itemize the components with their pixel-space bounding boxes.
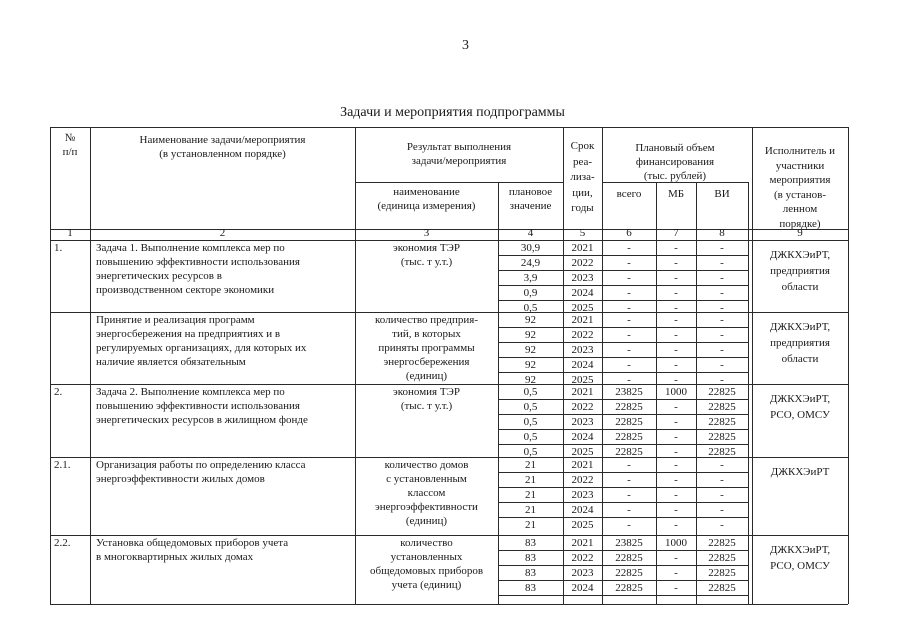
funding-mb: - — [674, 329, 678, 341]
planned-value: 21 — [525, 474, 536, 486]
indicator-name: установленных — [390, 551, 463, 563]
header-result: задачи/мероприятия — [411, 155, 507, 167]
funding-total: 23825 — [615, 386, 643, 398]
row-number: 2.2. — [54, 537, 71, 549]
year: 2021 — [571, 314, 594, 326]
indicator-name: классом — [407, 487, 446, 499]
funding-vi: 22825 — [708, 567, 736, 579]
indicator-name: (тыс. т у.т.) — [400, 400, 453, 412]
funding-mb: - — [674, 242, 678, 254]
executor: предприятия — [770, 337, 830, 349]
indicator-name: тий, в которых — [392, 328, 461, 340]
year: 2022 — [571, 401, 594, 413]
funding-mb: - — [674, 272, 678, 284]
funding-vi: - — [720, 504, 724, 516]
funding-mb: - — [674, 287, 678, 299]
funding-total: 22825 — [615, 567, 643, 579]
planned-value: 0,5 — [523, 416, 538, 428]
executor: ДЖКХЭиРТ, — [769, 393, 831, 405]
planned-value: 0,9 — [523, 287, 538, 299]
table-rule — [50, 127, 848, 128]
funding-total: 22825 — [615, 552, 643, 564]
header-funding: финансирования — [635, 156, 715, 168]
funding-total: - — [627, 474, 631, 486]
header-term: ции, — [572, 186, 593, 199]
table-rule — [748, 182, 749, 604]
column-number: 3 — [423, 227, 430, 239]
planned-value: 0,5 — [523, 302, 538, 314]
funding-total: - — [627, 459, 631, 471]
header-executor: Исполнитель и — [764, 145, 836, 157]
header-term: годы — [571, 202, 594, 214]
funding-vi: 22825 — [708, 552, 736, 564]
executor: РСО, ОМСУ — [770, 560, 830, 572]
funding-vi: - — [720, 489, 724, 501]
funding-vi: 22825 — [708, 401, 736, 413]
year: 2023 — [571, 567, 594, 579]
planned-value: 0,5 — [523, 401, 538, 413]
year: 2021 — [571, 459, 594, 471]
planned-value: 21 — [525, 519, 536, 531]
funding-mb: - — [674, 302, 678, 314]
planned-value: 0,5 — [523, 446, 538, 458]
funding-vi: - — [720, 474, 724, 486]
funding-mb: - — [674, 446, 678, 458]
indicator-name: экономия ТЭР — [393, 242, 460, 254]
measure-name: Установка общедомовых приборов учета — [96, 537, 289, 549]
measure-name: энергоэффективности жилых домов — [96, 473, 265, 485]
executor: ДЖКХЭиРТ — [770, 466, 830, 478]
funding-total: - — [627, 257, 631, 269]
row-number: 1. — [54, 242, 63, 254]
year: 2025 — [571, 446, 594, 458]
measure-name: повышению эффективности использования — [96, 400, 300, 412]
indicator-name: количество — [400, 537, 453, 549]
year: 2024 — [571, 431, 594, 443]
funding-vi: - — [720, 359, 724, 371]
funding-mb: - — [674, 374, 678, 386]
header-term: лиза- — [570, 171, 595, 183]
funding-total: - — [627, 302, 631, 314]
funding-total: - — [627, 519, 631, 531]
funding-mb: 1000 — [665, 537, 687, 549]
header-executor: порядке) — [779, 217, 821, 230]
planned-value: 21 — [525, 459, 536, 471]
funding-vi: 22825 — [708, 416, 736, 428]
header-number: № — [64, 132, 76, 144]
funding-mb: - — [674, 416, 678, 428]
funding-mb: - — [674, 314, 678, 326]
funding-vi: - — [720, 302, 724, 314]
planned-value: 21 — [525, 489, 536, 501]
executor: РСО, ОМСУ — [770, 409, 830, 421]
header-executor: ленном — [782, 203, 818, 215]
funding-vi: 22825 — [708, 431, 736, 443]
planned-value: 92 — [525, 344, 536, 356]
funding-vi: 22825 — [708, 582, 736, 594]
planned-value: 3,9 — [523, 272, 538, 284]
measure-name: энергосбережения на предприятиях и в — [96, 328, 281, 340]
planned-value: 30,9 — [520, 242, 541, 254]
planned-value: 0,5 — [523, 431, 538, 443]
indicator-name: количество предприя- — [375, 314, 478, 326]
measure-name: повышению эффективности использования — [96, 256, 300, 268]
funding-total: - — [627, 272, 631, 284]
funding-total: 23825 — [615, 537, 643, 549]
table-rule — [90, 127, 91, 604]
funding-total: 22825 — [615, 446, 643, 458]
funding-mb: - — [674, 359, 678, 371]
funding-mb: - — [674, 257, 678, 269]
year: 2022 — [571, 552, 594, 564]
column-number: 6 — [626, 227, 632, 239]
measure-name: Организация работы по определению класса — [96, 459, 306, 471]
year: 2021 — [571, 242, 594, 254]
funding-mb: - — [674, 552, 678, 564]
funding-mb: - — [674, 474, 678, 486]
indicator-name: энергоэффективности — [375, 501, 478, 513]
funding-vi: 22825 — [708, 446, 736, 458]
column-number: 9 — [797, 227, 803, 239]
header-number: п/п — [62, 146, 78, 158]
funding-vi: - — [720, 344, 724, 356]
funding-total: - — [627, 329, 631, 341]
year: 2025 — [571, 519, 594, 531]
planned-value: 83 — [525, 567, 536, 579]
header-result: Результат выполнения — [406, 141, 512, 153]
column-number: 2 — [219, 227, 226, 239]
funding-vi: - — [720, 257, 724, 269]
measure-name: Задача 2. Выполнение комплекса мер по — [96, 386, 285, 398]
header-result-value: значение — [509, 200, 552, 212]
planned-value: 83 — [525, 537, 536, 549]
year: 2025 — [571, 302, 594, 314]
header-term: реа- — [572, 155, 593, 168]
header-result-name: наименование — [393, 186, 460, 198]
funding-total: - — [627, 504, 631, 516]
measure-name: энергетических ресурсов в жилищном фонде — [96, 414, 308, 426]
header-funding: (тыс. рублей) — [643, 170, 707, 182]
header-executor: (в установ- — [773, 188, 827, 201]
year: 2024 — [571, 504, 594, 516]
funding-vi: - — [720, 459, 724, 471]
year: 2023 — [571, 344, 594, 356]
planned-value: 0,5 — [523, 386, 538, 398]
funding-total: - — [627, 374, 631, 386]
funding-mb: - — [674, 519, 678, 531]
planned-value: 21 — [525, 504, 536, 516]
header-mb: МБ — [667, 188, 685, 200]
funding-vi: 22825 — [708, 386, 736, 398]
year: 2022 — [571, 329, 594, 341]
column-number: 8 — [719, 227, 725, 239]
funding-mb: 1000 — [665, 386, 687, 398]
year: 2024 — [571, 359, 594, 371]
header-total: всего — [616, 188, 642, 200]
row-number: 2.1. — [54, 459, 71, 471]
measure-name: в многоквартирных жилых домах — [96, 551, 254, 563]
executor: области — [781, 353, 819, 365]
funding-mb: - — [674, 504, 678, 516]
funding-vi: - — [720, 287, 724, 299]
funding-total: 22825 — [615, 582, 643, 594]
indicator-name: с установленным — [386, 473, 467, 485]
planned-value: 83 — [525, 552, 536, 564]
year: 2023 — [571, 416, 594, 428]
planned-value: 92 — [525, 374, 536, 386]
funding-vi: 22825 — [708, 537, 736, 549]
planned-value: 83 — [525, 582, 536, 594]
header-vi: ВИ — [714, 188, 730, 200]
table-rule — [498, 595, 748, 596]
table-rule — [848, 127, 849, 604]
measure-name: Задача 1. Выполнение комплекса мер по — [96, 242, 285, 254]
funding-mb: - — [674, 567, 678, 579]
year: 2024 — [571, 287, 594, 299]
planned-value: 92 — [525, 359, 536, 371]
funding-total: - — [627, 314, 631, 326]
column-number: 1 — [67, 227, 73, 239]
page-number: 3 — [462, 38, 469, 53]
row-number: 2. — [54, 386, 63, 398]
year: 2023 — [571, 272, 594, 284]
funding-mb: - — [674, 431, 678, 443]
year: 2021 — [571, 537, 594, 549]
year: 2022 — [571, 257, 594, 269]
funding-total: - — [627, 344, 631, 356]
funding-vi: - — [720, 242, 724, 254]
planned-value: 92 — [525, 314, 536, 326]
planned-value: 24,9 — [520, 257, 541, 269]
year: 2021 — [571, 386, 594, 398]
header-result-name: (единица измерения) — [377, 200, 476, 212]
header-name: (в установленном порядке) — [159, 148, 286, 160]
funding-mb: - — [674, 344, 678, 356]
funding-total: - — [627, 287, 631, 299]
column-number: 7 — [673, 227, 679, 239]
funding-total: - — [627, 489, 631, 501]
indicator-name: (единиц) — [405, 515, 448, 527]
executor: ДЖКХЭиРТ, — [769, 249, 831, 261]
measure-name: энергетических ресурсов в — [96, 270, 222, 282]
indicator-name: экономия ТЭР — [393, 386, 460, 398]
table-rule — [50, 127, 51, 604]
table-rule — [355, 182, 563, 183]
measure-name: Принятие и реализация программ — [96, 314, 255, 326]
indicator-name: энергосбережения — [383, 356, 470, 368]
year: 2025 — [571, 374, 594, 386]
funding-mb: - — [674, 489, 678, 501]
funding-vi: - — [720, 272, 724, 284]
planned-value: 92 — [525, 329, 536, 341]
funding-vi: - — [720, 314, 724, 326]
header-result-value: плановое — [508, 186, 553, 198]
column-number: 4 — [527, 227, 534, 239]
executor: ДЖКХЭиРТ, — [769, 321, 831, 333]
funding-total: 22825 — [615, 401, 643, 413]
indicator-name: учета (единиц) — [391, 579, 462, 591]
indicator-name: количество домов — [384, 459, 469, 471]
header-funding: Плановый объем — [635, 142, 715, 154]
year: 2023 — [571, 489, 594, 501]
funding-mb: - — [674, 401, 678, 413]
funding-total: - — [627, 359, 631, 371]
funding-total: 22825 — [615, 416, 643, 428]
funding-vi: - — [720, 329, 724, 341]
funding-vi: - — [720, 519, 724, 531]
indicator-name: общедомовых приборов — [369, 565, 484, 577]
header-name: Наименование задачи/мероприятия — [139, 134, 306, 146]
year: 2022 — [571, 474, 594, 486]
header-term: Срок — [570, 140, 595, 152]
measure-name: регулируемых организациях, для которых их — [96, 342, 307, 354]
executor: области — [781, 281, 819, 293]
table-rule — [50, 604, 848, 605]
indicator-name: (тыс. т у.т.) — [400, 256, 453, 268]
measure-name: наличие является обязательным — [96, 356, 246, 368]
column-number: 5 — [579, 227, 586, 239]
funding-vi: - — [720, 374, 724, 386]
executor: ДЖКХЭиРТ, — [769, 544, 831, 556]
measure-name: производственном секторе экономики — [96, 284, 275, 296]
header-executor: участники — [775, 159, 825, 172]
page-title: Задачи и мероприятия подпрограммы — [340, 105, 565, 120]
indicator-name: приняты программы — [378, 342, 475, 354]
funding-mb: - — [674, 459, 678, 471]
indicator-name: (единиц) — [405, 370, 448, 382]
funding-total: 22825 — [615, 431, 643, 443]
header-executor: мероприятия — [769, 174, 831, 186]
funding-total: - — [627, 242, 631, 254]
executor: предприятия — [770, 265, 830, 277]
year: 2024 — [571, 582, 594, 594]
funding-mb: - — [674, 582, 678, 594]
